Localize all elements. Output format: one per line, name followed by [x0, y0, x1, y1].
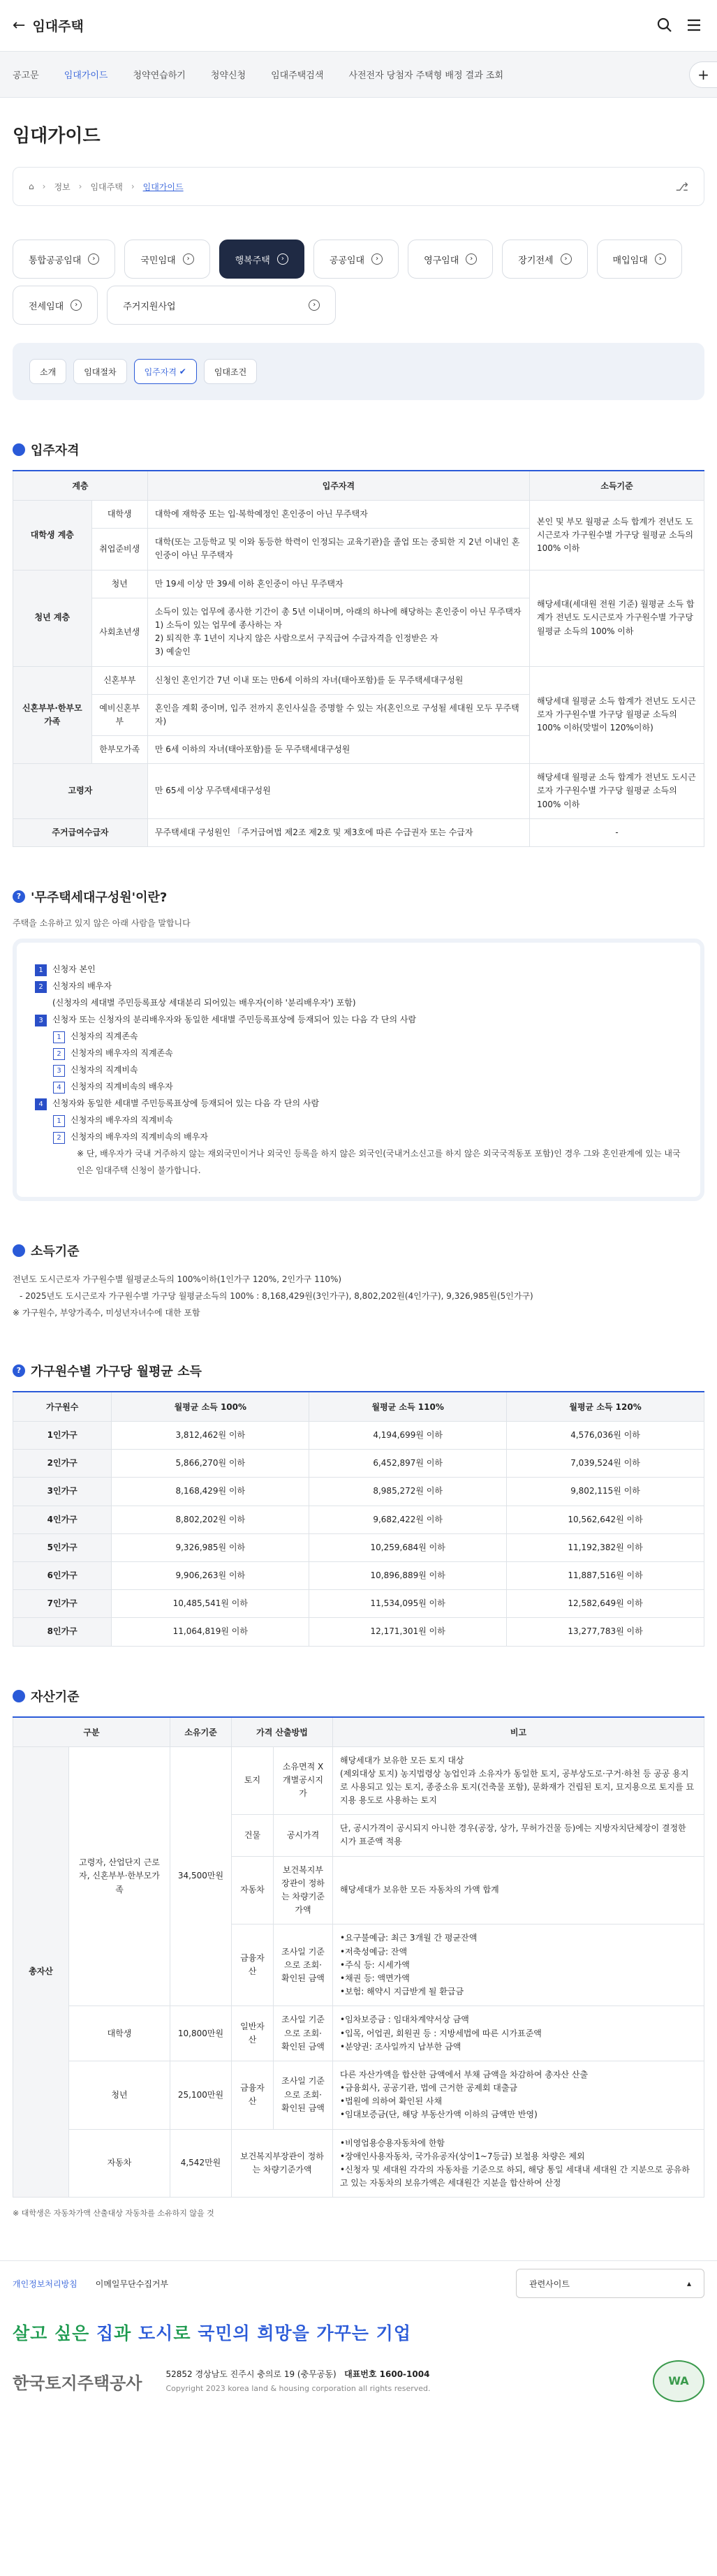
- arrow-circle-icon: ›: [88, 253, 99, 265]
- table-cell: 7인가구: [13, 1590, 112, 1618]
- arrow-circle-icon: ›: [655, 253, 666, 265]
- table-cell: 10,896,889원 이하: [309, 1561, 507, 1589]
- table-cell: 3,812,462원 이하: [112, 1422, 309, 1450]
- email-policy-link[interactable]: 이메일무단수집거부: [95, 2279, 169, 2289]
- category-tabs: [13, 240, 704, 325]
- question-icon: ?: [13, 890, 25, 903]
- asset-note: ※ 대학생은 자동차가액 산출대상 자동차를 소유하지 않을 것: [13, 2209, 214, 2218]
- income-table: 가구원수 월평균 소득 100% 월평균 소득 110% 월평균 소득 120% 1인가구 3,812,462원 이하 4,194,699원 이하 4,576,036원 이하 2인가구 5,866,270원 이하 6,452,897원 이하 7,039,524원 이하 3인가구 8,168,429원 이하 8,985,272원 이하 9,802,115원 이하 4인가구 8,802,202원 이하 9,682,422원 이하 10,562,642원 이하 5인가구 9,326,985원 이하 10,259,684원 이하 11,192,382원 이하 6인가구 9,906,263원 이하 10,896,889원 이하 11,887,516원 이하 7인가구 10,485,541원 이하 11,534,095원 이하 12,582,649원 이하 8인가구 11,064,819원 이하 12,171,301원 이하 13,277,783원 이하: [13, 1391, 704, 1647]
- gnb-item[interactable]: 사전전자 당첨자 주택형 배정 결과 조회: [348, 71, 504, 81]
- section-title: 자산기준: [0, 1647, 717, 1716]
- household-member-box: 1 신청자 본인 2 신청자의 배우자 (신청자의 세대별 주민등록표상 세대분리 되어있는 배우자(이하 '분리배우자') 포함) 3 신청자 또는 신청자의 분리배우자와 동일한 세대별 주민등록표상에 등재되어 있는 다음 각 단의 사람 1 신청자의 직계존속 2 신청자의 배우자의 직계존속 3 신청자의 직계비속 4 신청자의 직계비속의 배우자 4 신청자와 동일한 세대별 주민등록표상에 등재되어 있는 다음 각 단의 사람 1 신청자의 배우자의 직계비속 2 신청자의 배우자의 직계비속의 배우자 ※ 단, 배우자가 국내 거주하지 않는 재외국민이거나 외국인 등록을 하지 않은 외국인(국내거소신고를 하지 않은 외국국적동포 포함)인 경우 그와 혼인관계에 있는 내국인은 임대주택 신청이 불가합니다.: [13, 939, 704, 1201]
- table-cell: 4,194,699원 이하: [309, 1422, 507, 1450]
- footer-slogan: 살고 싶은 집과 도시로 국민의 희망을 가꾸는 기업: [13, 2323, 411, 2344]
- table-cell: 5인가구: [13, 1533, 112, 1561]
- subtab-item-active[interactable]: 입주자격 ✔: [134, 359, 197, 384]
- tab-item[interactable]: 주거지원사업 ›: [107, 286, 336, 325]
- table-row: [13, 1450, 704, 1478]
- arrow-circle-icon: ›: [71, 300, 82, 311]
- table-cell: 8,802,202원 이하: [112, 1506, 309, 1533]
- table-cell: 4,576,036원 이하: [507, 1422, 704, 1450]
- home-icon[interactable]: ⌂: [29, 182, 34, 191]
- footer-logo: 한국토지주택공사: [13, 2373, 142, 2393]
- gnb-item[interactable]: 임대주택검색: [271, 71, 324, 81]
- arrow-circle-icon: ›: [277, 253, 288, 265]
- table-cell: 8,168,429원 이하: [112, 1478, 309, 1506]
- section-bullet-icon: [13, 1690, 25, 1702]
- income-criteria-text: 전년도 도시근로자 가구원수별 월평균소득의 100%이하(1인가구 120%, 2인가구 110%) - 2025년도 도시근로자 가구원수별 가구당 월평균소득의 100% : 8,168,429원(3인가구), 8,802,202원(4인가구), 9,326,985원(5인가구) ※ 가구원수, 부양가족수, 미성년자녀수에 대한 포함: [13, 1274, 533, 1318]
- search-icon[interactable]: [656, 16, 675, 36]
- table-row: [13, 1506, 704, 1533]
- table-cell: 8인가구: [13, 1618, 112, 1646]
- gnb-item[interactable]: 청약신청: [210, 71, 246, 81]
- footer: [0, 2260, 717, 2423]
- gnb-item-active[interactable]: 임대가이드: [64, 71, 108, 81]
- table-row: [13, 1478, 704, 1506]
- section-title: 입주자격: [0, 400, 717, 470]
- table-cell: 9,802,115원 이하: [507, 1478, 704, 1506]
- table-cell: 11,192,382원 이하: [507, 1533, 704, 1561]
- asset-table: 구분 소유기준 가격 산출방법 비고 총자산 고령자, 산업단지 근로자, 신혼부부·한부모가족 34,500만원 토지 소유면적 X 개별공시지가 해당세대가 보유한 모든 토지 대상 (제외대상 토지) 농지법령상 농업인과 소유자가 동일한 토지, 공부상도로·구거·하천 등 공공 용지로 사용되고 있는 토지, 종중소유 토지(건축물 포함), 문화재가 건립된 토지, 묘지용으로 토지를 묘지용 용도로 사용하는 토지 건물 공시가격 단, 공시가격이 공시되지 아니한 경우(공장, 상가, 무허가건물 등)에는 지방자치단체장이 결정한 시가 표준액 적용 자동차 보건복지부장관이 정하는 차량기준가액 해당세대가 보유한 모든 자동차의 가액 합계 금융자산 조사일 기준으로 조회·확인된 금액 • 요구불예금: 최근 3개월 간 평균잔액 • 저축성예금: 잔액 • 주식 등: 시세가액 • 채권 등: 액면가액 • 보험: 해약시 지급받게 될 환급금 대학생 10,800만원 일반자산 조사일 기준으로 조회·확인된 금액 • 임차보증금 : 임대차계약서상 금액 • 입목, 어업권, 회원권 등 : 지방세법에 따른 시가표준액 • 분양권: 조사일까지 납부한 금액 청년 25,100만원 금융자산 조사일 기준으로 조회·확인된 금액 다른 자산가액을 합산한 금액에서 부채 금액을 차감하여 총자산 산출 • 금융회사, 공공기관, 법에 근거한 공제회 대출금 • 법원에 의하여 확인된 사채 • 임대보증금(단, 해당 부동산가액 이하의 금액만 반영) 자동차 4,542만원 보건복지부장관이 정하는 차량기준가액 • 비영업용승용자동차에 한함 • 장애인사용자동차, 국가유공자(상이1~7등급) 보철용 차량은 제외 • 신청자 및 세대원 각각의 자동차를 기준으로 하되, 해당 통일 세대내 세대원 간 지분으로 공유하고 있는 자동차의 보유가액은 세대원간 지분을 합산하여 산정: [13, 1716, 704, 2198]
- tab-item[interactable]: 전세임대 ›: [13, 286, 98, 325]
- tab-item[interactable]: 장기전세 ›: [502, 240, 587, 279]
- table-cell: 12,171,301원 이하: [309, 1618, 507, 1646]
- related-sites-select[interactable]: 관련사이트 ▴: [516, 2269, 704, 2298]
- table-row: [13, 1561, 704, 1589]
- table-cell: 9,326,985원 이하: [112, 1533, 309, 1561]
- table-cell: 5,866,270원 이하: [112, 1450, 309, 1478]
- table-cell: 3인가구: [13, 1478, 112, 1506]
- privacy-link[interactable]: 개인정보처리방침: [13, 2279, 77, 2289]
- section-bullet-icon: [13, 1244, 25, 1257]
- arrow-circle-icon: ›: [561, 253, 572, 265]
- table-cell: 11,887,516원 이하: [507, 1561, 704, 1589]
- caret-up-icon: ▴: [686, 2279, 691, 2289]
- arrow-circle-icon: ›: [183, 253, 194, 265]
- table-cell: 9,906,263원 이하: [112, 1561, 309, 1589]
- section-bullet-icon: [13, 443, 25, 456]
- table-row: [13, 1422, 704, 1450]
- question-icon: ?: [13, 1364, 25, 1377]
- table-cell: 11,064,819원 이하: [112, 1618, 309, 1646]
- tab-item[interactable]: 통합공공임대 ›: [13, 240, 115, 279]
- arrow-circle-icon: ›: [309, 300, 320, 311]
- gnb-item[interactable]: 공고문: [13, 71, 39, 81]
- share-icon[interactable]: ⎇: [675, 179, 688, 193]
- table-cell: 6인가구: [13, 1561, 112, 1589]
- check-icon: ✔: [179, 367, 186, 376]
- table-cell: 13,277,783원 이하: [507, 1618, 704, 1646]
- arrow-circle-icon: ›: [466, 253, 477, 265]
- tab-item[interactable]: 영구임대 ›: [408, 240, 493, 279]
- table-row: [13, 1590, 704, 1618]
- table-row: [13, 1533, 704, 1561]
- sub-tabs: [13, 343, 704, 400]
- subtab-item[interactable]: 임대절차: [73, 359, 126, 384]
- table-cell: 11,534,095원 이하: [309, 1590, 507, 1618]
- top-bar: [0, 0, 717, 52]
- table-cell: 10,259,684원 이하: [309, 1533, 507, 1561]
- table-cell: 2인가구: [13, 1450, 112, 1478]
- arrow-circle-icon: ›: [371, 253, 383, 265]
- table-cell: 7,039,524원 이하: [507, 1450, 704, 1478]
- app-title: 임대주택: [32, 19, 84, 34]
- gnb-item[interactable]: 청약연습하기: [133, 71, 186, 81]
- breadcrumb-item[interactable]: 임대주택: [90, 182, 123, 192]
- section-intro: 주택을 소유하고 있지 않은 아래 사람을 말합니다: [13, 918, 191, 928]
- page-title: 임대가이드: [13, 126, 101, 147]
- tab-item[interactable]: 국민임대 ›: [124, 240, 209, 279]
- table-cell: 6,452,897원 이하: [309, 1450, 507, 1478]
- section-title: 소득기준: [0, 1201, 717, 1271]
- back-arrow-icon[interactable]: ←: [13, 16, 26, 34]
- menu-icon[interactable]: [685, 16, 704, 36]
- table-cell: 8,985,272원 이하: [309, 1478, 507, 1506]
- table-cell: 12,582,649원 이하: [507, 1590, 704, 1618]
- tab-item[interactable]: 공공임대 ›: [313, 240, 399, 279]
- footer-address: 52852 경상남도 진주시 충의로 19 (충무공동) 대표번호 1600-1004 Copyright 2023 korea land & housing corporation all rights reserved.: [165, 2369, 431, 2394]
- table-row: [13, 1618, 704, 1646]
- breadcrumb-item[interactable]: 정보: [54, 182, 71, 192]
- table-cell: 1인가구: [13, 1422, 112, 1450]
- gnb-nav: [0, 52, 717, 98]
- subtab-item[interactable]: 소개: [29, 359, 66, 384]
- section-title: ? '무주택세대구성원'이란?: [0, 847, 717, 917]
- tab-item-active[interactable]: 행복주택 ›: [219, 240, 304, 279]
- section-title: ? 가구원수별 가구당 월평균 소득: [0, 1321, 717, 1391]
- gnb-more-button[interactable]: +: [689, 61, 717, 88]
- breadcrumb: ⌂ › 정보 › 임대주택 › 임대가이드 ⎇: [13, 167, 704, 206]
- table-cell: 10,562,642원 이하: [507, 1506, 704, 1533]
- eligibility-table: 계층 입주자격 소득기준 대학생 계층 대학생 대학에 재학중 또는 입·복학예정인 혼인중이 아닌 무주택자 본인 및 부모 월평균 소득 합계가 전년도 도시근로자 가구원수별 가구당 월평균 소득의 100% 이하 취업준비생 대학(또는 고등학교 및 이와 동등한 학력이 인정되는 교육기관)을 졸업 또는 중퇴한 지 2년 이내인 혼인중이 아닌 무주택자 청년 계층 청년 만 19세 이상 만 39세 이하 혼인중이 아닌 무주택자 해당세대(세대원 전원 기준) 월평균 소득 합계가 전년도 도시근로자 가구원수별 가구당 월평균 소득의 100% 이하 사회초년생 소득이 있는 업무에 종사한 기간이 총 5년 이내이며, 아래의 하나에 해당하는 혼인중이 아닌 무주택자 1) 소득이 있는 업무에 종사하는 자 2) 퇴직한 후 1년이 지나지 않은 사람으로서 구직급여 수급자격을 인정받은 자 3) 예술인 신혼부부·한부모가족 신혼부부 신청인 혼인기간 7년 이내 또는 만6세 이하의 자녀(태아포함)를 둔 무주택세대구성원 해당세대 월평균 소득 합계가 전년도 도시근로자 가구원수별 가구당 월평균 소득의 100% 이하(맞벌이 120%이하) 예비신혼부부 혼인을 계획 중이며, 입주 전까지 혼인사실을 증명할 수 있는 자(혼인으로 구성될 세대원 모두 무주택자) 한부모가족 만 6세 이하의 자녀(태아포함)를 둔 무주택세대구성원 고령자 만 65세 이상 무주택세대구성원 해당세대 월평균 소득 합계가 전년도 도시근로자 가구원수별 가구당 월평균 소득의 100% 이하 주거급여수급자 무주택세대 구성원인 「주거급여법 제2조 제2호 및 제3호에 따른 수급권자 또는 수급자 -: [13, 470, 704, 847]
- table-cell: 9,682,422원 이하: [309, 1506, 507, 1533]
- table-cell: 10,485,541원 이하: [112, 1590, 309, 1618]
- table-cell: 4인가구: [13, 1506, 112, 1533]
- subtab-item[interactable]: 임대조건: [204, 359, 257, 384]
- breadcrumb-current[interactable]: 임대가이드: [142, 182, 184, 192]
- accessibility-badge: WA: [653, 2360, 704, 2402]
- tab-item[interactable]: 매입임대 ›: [597, 240, 682, 279]
